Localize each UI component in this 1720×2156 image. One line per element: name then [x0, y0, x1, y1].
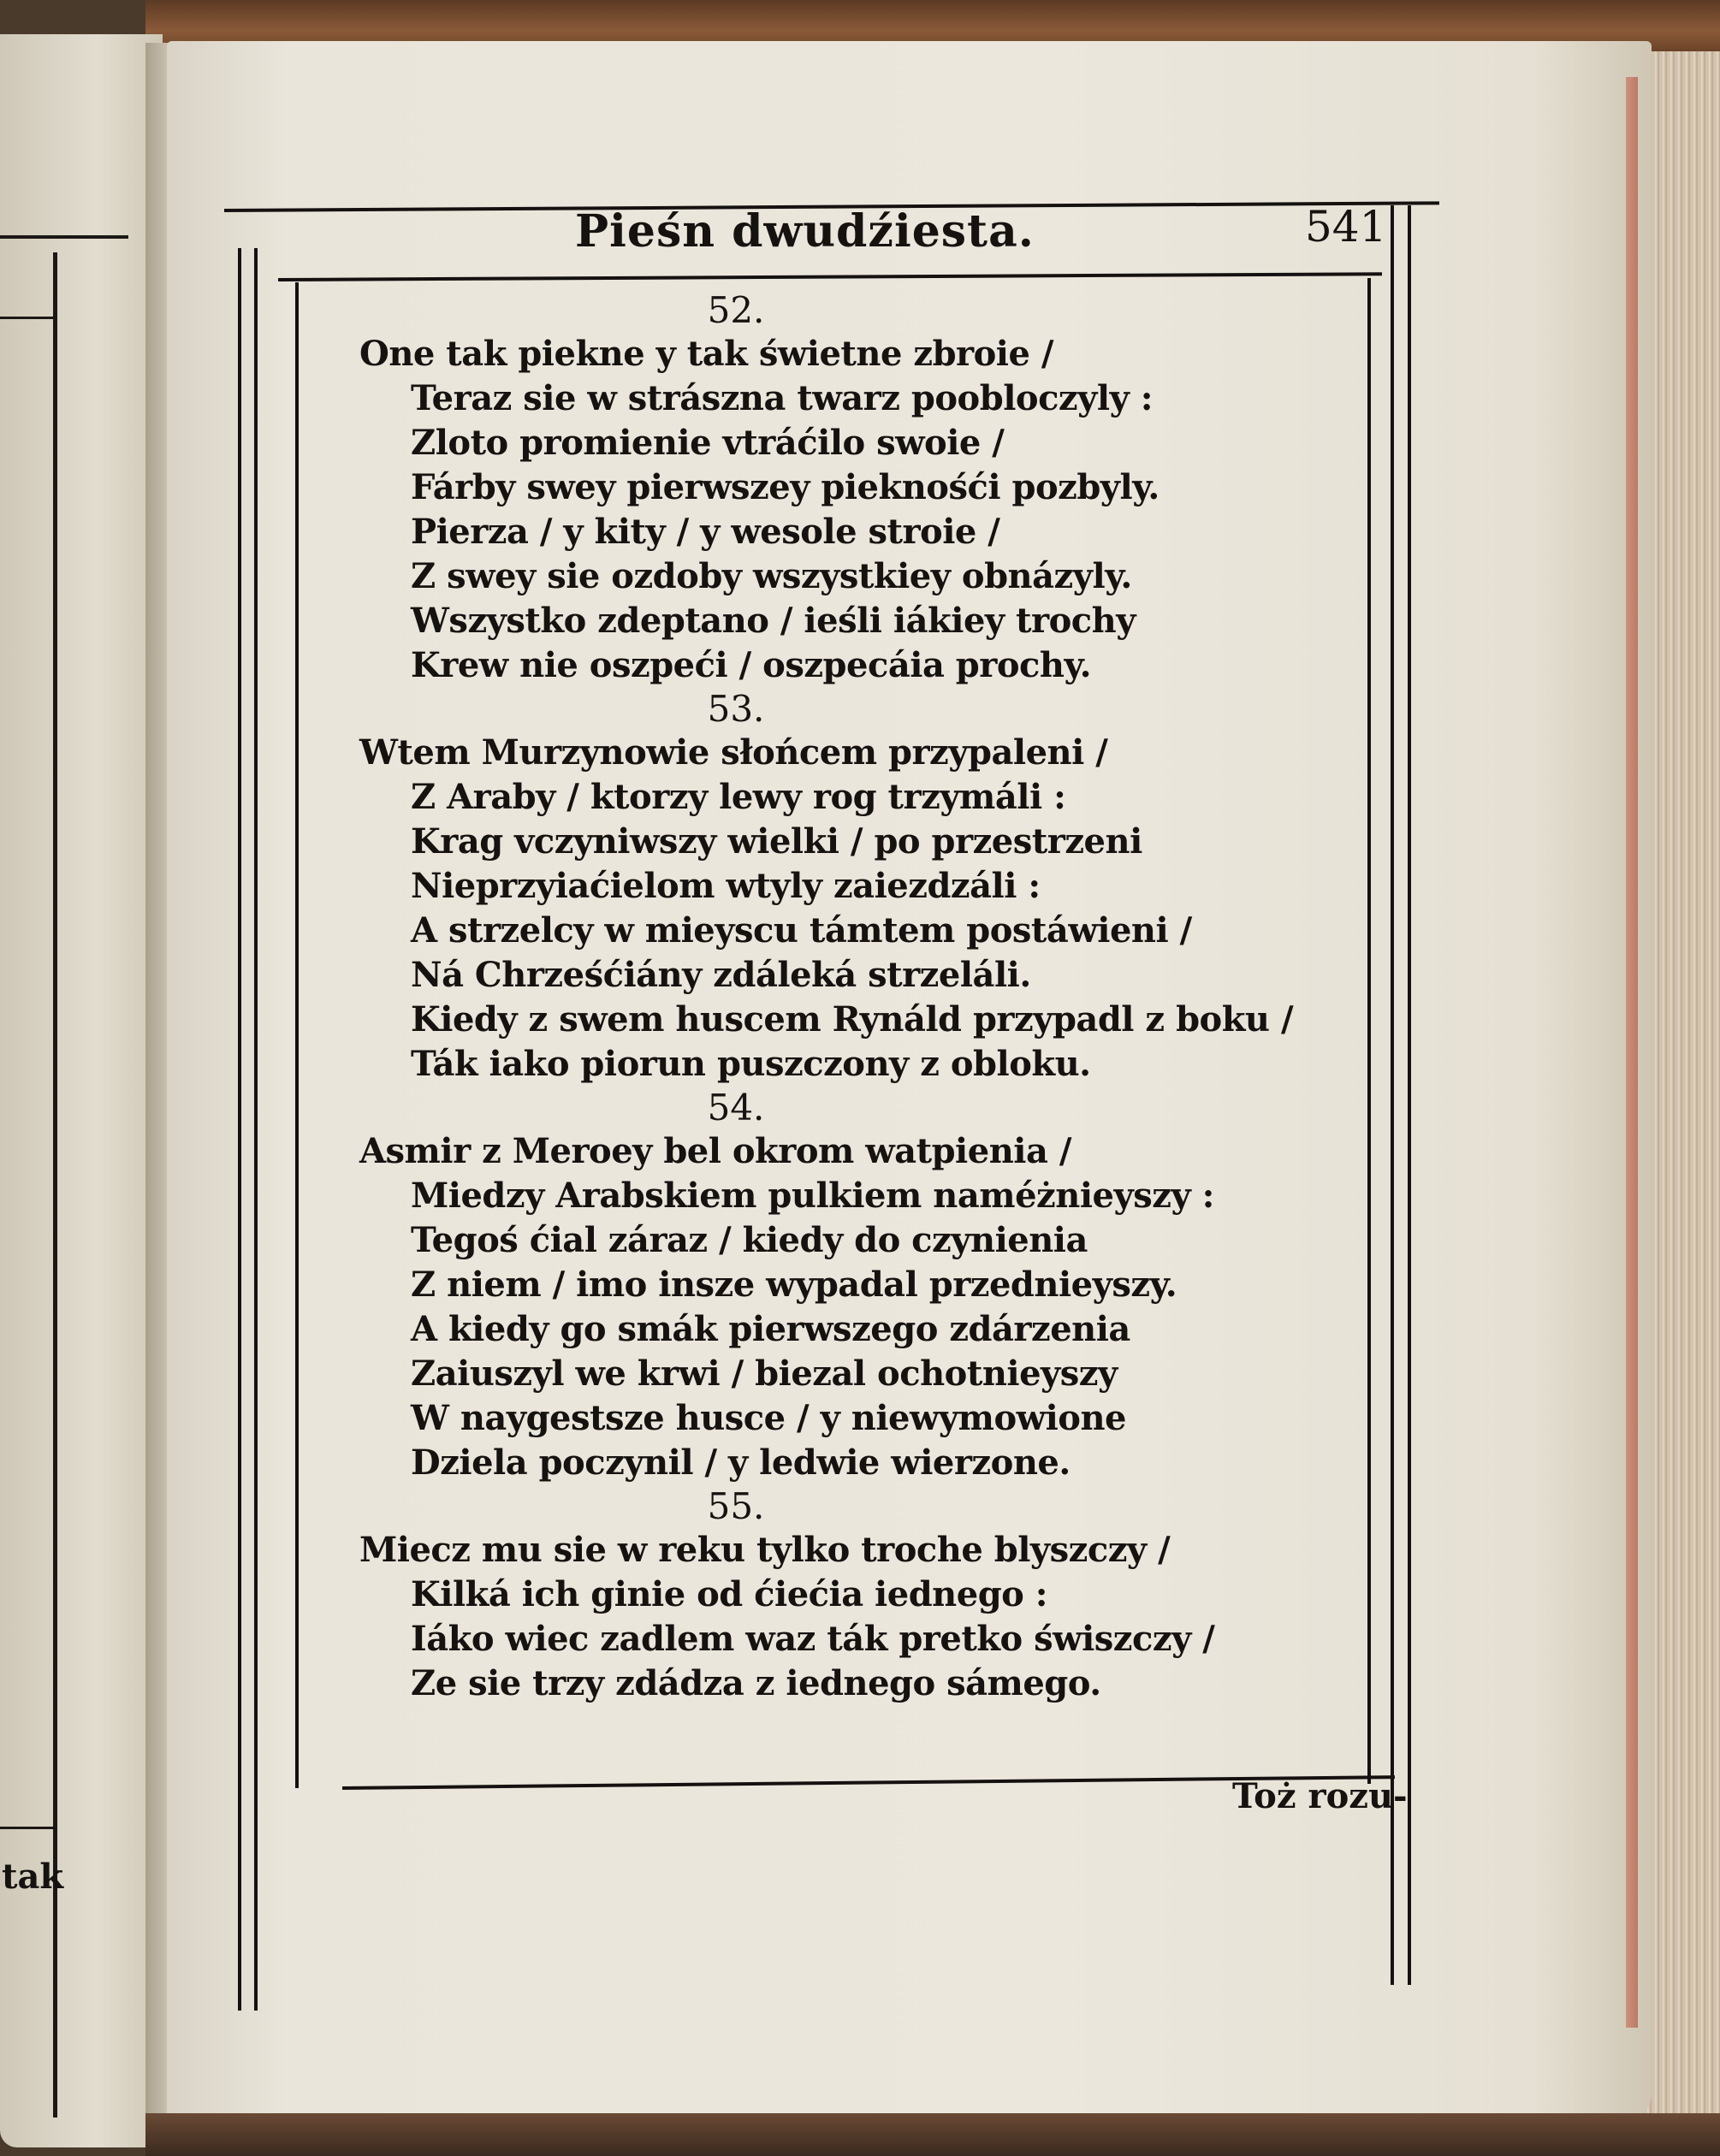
stanza	[359, 289, 1343, 688]
verse-line: Z niem / imo insze wypadal przednieyszy.	[411, 1265, 1177, 1305]
frame-rule-right-inner	[1367, 278, 1371, 1784]
left-page	[0, 34, 163, 2147]
frame-rule-left	[254, 248, 258, 2011]
verse-line: Fárby swey pierwszey pieknośći pozbyly.	[411, 467, 1160, 507]
verse-line: Iáko wiec zadlem waz ták pretko świszczy /	[411, 1619, 1215, 1659]
verse-line: Zloto promienie vtráćilo swoie /	[411, 423, 1005, 463]
verse-line: W naygestsze husce / y niewymowione	[411, 1398, 1126, 1438]
verse-line: Krag vczyniwszy wielki / po przestrzeni	[411, 821, 1142, 862]
verse-line: Dziela poczynil / y ledwie wierzone.	[411, 1442, 1071, 1483]
verse-line: Teraz sie w strászna twarz poobloczyly :	[411, 378, 1154, 418]
page-number: 541	[1305, 202, 1387, 252]
verse-line: Nieprzyiaćielom wtyly zaiezdzáli :	[411, 866, 1041, 906]
verse-line: Wtem Murzynowie słońcem przypaleni /	[359, 732, 1108, 773]
book-bottom-edge	[145, 2113, 1720, 2156]
running-head: Pieśn dwudźiesta.	[575, 205, 1035, 258]
frame-rule-right	[1408, 205, 1411, 1985]
stanza-number: 54.	[707, 1087, 765, 1128]
frame-rule-left-inner	[295, 282, 299, 1788]
verse-line: Ná Chrześćiány zdáleká strzeláli.	[411, 955, 1031, 995]
verse-line: Krew nie oszpeći / oszpecáia prochy.	[411, 645, 1092, 685]
left-page-fragment: tak	[2, 1857, 64, 1897]
verse-line: Ze sie trzy zdádza z iednego sámego.	[411, 1663, 1101, 1703]
verse-line: Miecz mu sie w reku tylko troche blyszczy /	[359, 1530, 1171, 1570]
verse-line: Z Araby / ktorzy lewy rog trzymáli :	[411, 777, 1066, 817]
verse-line: Ták iako piorun puszczony z obloku.	[411, 1044, 1091, 1084]
frame-rule-right	[1391, 205, 1394, 1985]
stanza-number: 52.	[707, 289, 765, 331]
stanza	[359, 1087, 1343, 1485]
stanza-number: 53.	[707, 688, 765, 730]
stanza	[359, 1485, 1343, 1706]
red-page-edge	[1626, 77, 1638, 2028]
poem-text	[359, 289, 1343, 1706]
stanza	[359, 688, 1343, 1087]
verse-line: Z swey sie ozdoby wszystkiey obnázyly.	[411, 556, 1132, 596]
frame-rule-left	[238, 248, 241, 2011]
verse-line: Zaiuszyl we krwi / biezal ochotnieyszy	[411, 1353, 1118, 1394]
left-page-rule	[53, 252, 57, 2118]
verse-line: One tak piekne y tak świetne zbroie /	[359, 334, 1053, 374]
left-page-rule	[0, 235, 128, 239]
verse-line: Pierza / y kity / y wesole stroie /	[411, 512, 1000, 552]
verse-line: Tegoś ćial záraz / kiedy do czynienia	[411, 1220, 1088, 1260]
verse-line: Kilká ich ginie od ćiećia iednego :	[411, 1574, 1048, 1614]
verse-line: Kiedy z swem huscem Rynáld przypadl z boku /	[411, 999, 1294, 1040]
verse-line: Miedzy Arabskiem pulkiem naméżnieyszy :	[411, 1176, 1214, 1216]
verse-line: A kiedy go smák pierwszego zdárzenia	[411, 1309, 1130, 1349]
catchword: Toż rozu-	[1232, 1776, 1408, 1816]
verse-line: Asmir z Meroey bel okrom watpienia /	[359, 1131, 1071, 1171]
left-page-rule	[0, 317, 53, 319]
stanza-number: 55.	[707, 1485, 765, 1527]
verse-line: A strzelcy w mieyscu támtem postáwieni /	[411, 910, 1192, 951]
verse-line: Wszystko zdeptano / ieśli iákiey trochy	[411, 601, 1136, 641]
left-page-rule	[0, 1827, 53, 1829]
